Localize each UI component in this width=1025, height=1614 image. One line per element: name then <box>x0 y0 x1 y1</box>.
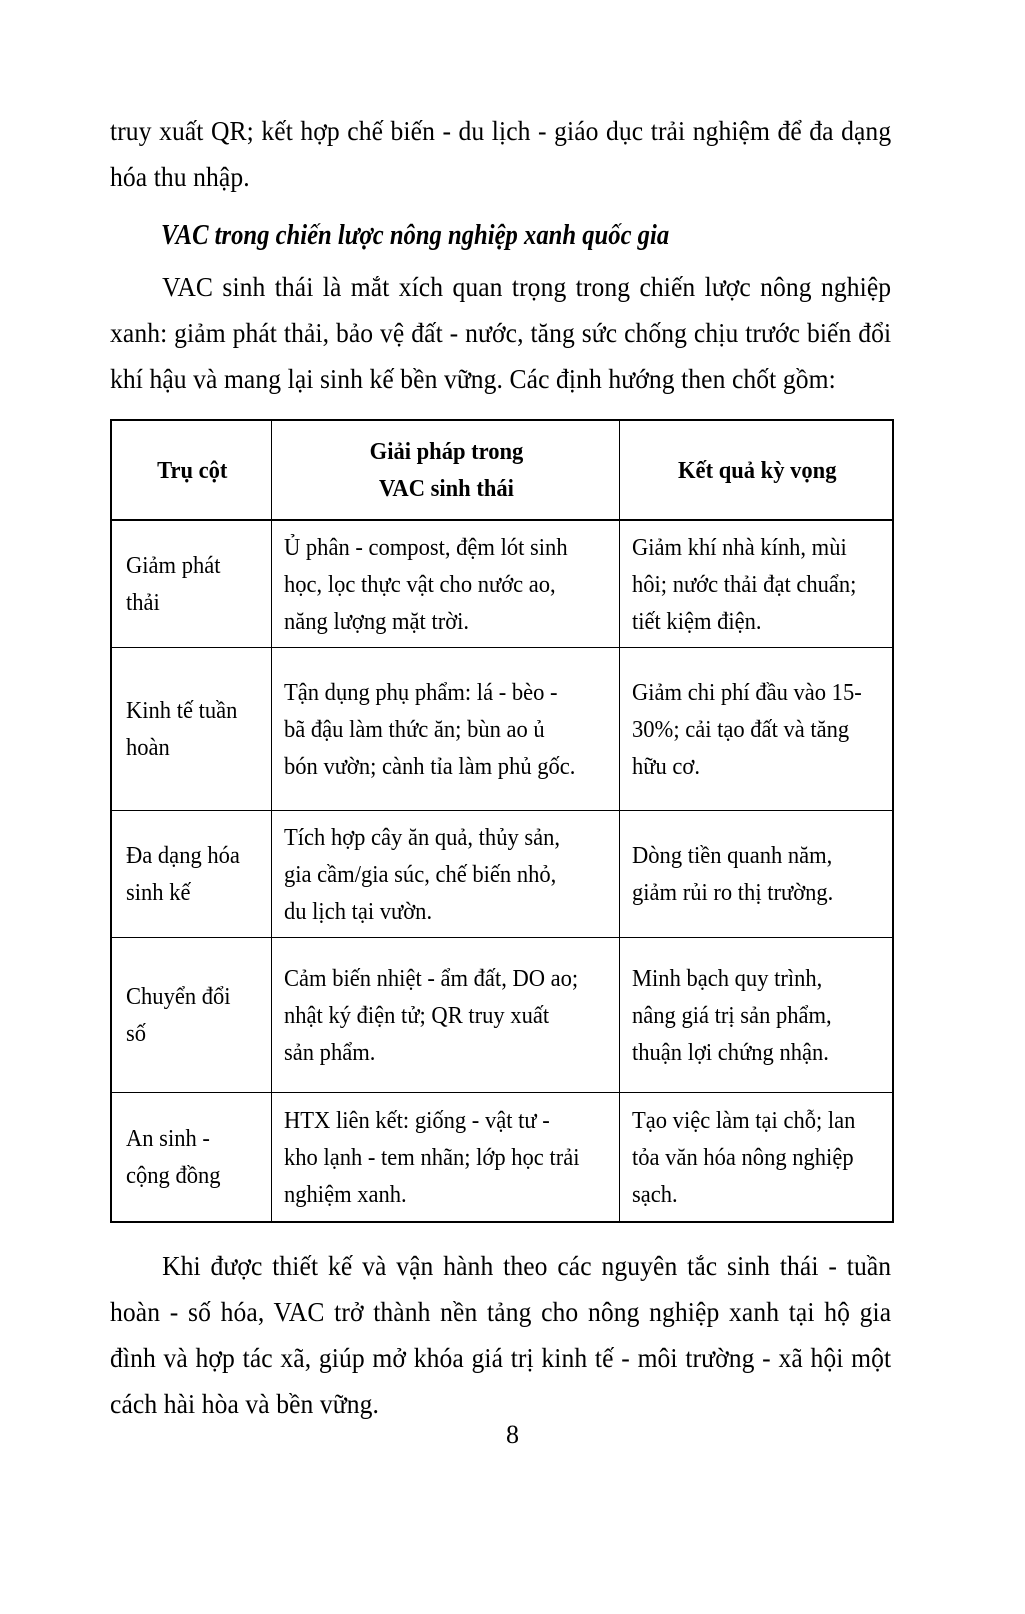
cell-solution-text: Cảm biến nhiệt - ẩm đất, DO ao; nhật ký điện tử; QR truy xuất sản phẩm. <box>283 964 578 1066</box>
cell-pillar-text: An sinh - cộng đồng <box>126 1125 221 1189</box>
column-header-outcome <box>619 420 893 520</box>
table-row <box>111 520 893 648</box>
cell-outcome <box>619 648 893 811</box>
table-body <box>111 520 893 1222</box>
table-header-row <box>111 420 893 520</box>
cell-solution <box>271 648 619 811</box>
cell-outcome-text: Giảm khí nhà kính, mùi hôi; nước thải đạt chuẩn; tiết kiệm điện. <box>631 533 856 635</box>
cell-outcome <box>619 811 893 938</box>
cell-solution-text: Ủ phân - compost, đệm lót sinh học, lọc thực vật cho nước ao, năng lượng mặt trời. <box>283 533 568 635</box>
cell-outcome-text: Dòng tiền quanh năm, giảm rủi ro thị trường. <box>631 842 833 906</box>
cell-pillar <box>111 938 271 1093</box>
cell-pillar-text: Chuyển đổi số <box>126 983 231 1047</box>
column-header-solution-line1: Giải pháp trong <box>369 438 523 465</box>
table-row <box>111 648 893 811</box>
page-number: 8 <box>506 1420 519 1449</box>
column-header-pillar <box>111 420 271 520</box>
column-header-solution-line2: VAC sinh thái <box>378 475 514 502</box>
cell-outcome-text: Minh bạch quy trình, nâng giá trị sản phẩm, thuận lợi chứng nhận. <box>631 964 832 1066</box>
cell-pillar <box>111 648 271 811</box>
table-header <box>111 420 893 520</box>
section-heading: VAC trong chiến lược nông nghiệp xanh quốc gia <box>161 220 670 251</box>
cell-solution-text: HTX liên kết: giống - vật tư - kho lạnh - tem nhãn; lớp học trải nghiệm xanh. <box>283 1106 579 1208</box>
cell-pillar <box>111 520 271 648</box>
table-container <box>110 419 892 1223</box>
table-row <box>111 1093 893 1223</box>
cell-outcome-text: Giảm chi phí đầu vào 15-30%; cải tạo đất và tăng hữu cơ. <box>631 678 862 780</box>
table-row <box>111 811 893 938</box>
cell-outcome-text: Tạo việc làm tại chỗ; lan tỏa văn hóa nông nghiệp sạch. <box>631 1106 855 1208</box>
cell-solution <box>271 520 619 648</box>
cell-solution-text: Tận dụng phụ phẩm: lá - bèo - bã đậu làm thức ăn; bùn ao ủ bón vườn; cành tỉa làm phủ gốc. <box>283 678 575 780</box>
cell-pillar <box>111 1093 271 1223</box>
paragraph-intro: truy xuất QR; kết hợp chế biến - du lịch - giáo dục trải nghiệm để đa dạng hóa thu nhập. <box>110 115 892 192</box>
cell-solution-text: Tích hợp cây ăn quả, thủy sản, gia cầm/gia súc, chế biến nhỏ, du lịch tại vườn. <box>283 823 560 925</box>
cell-outcome <box>619 520 893 648</box>
cell-solution <box>271 811 619 938</box>
cell-outcome <box>619 938 893 1093</box>
page-content <box>110 108 892 1427</box>
cell-outcome <box>619 1093 893 1223</box>
vac-strategy-table <box>110 419 894 1223</box>
paragraph-lead: VAC sinh thái là mắt xích quan trọng trong chiến lược nông nghiệp xanh: giảm phát thải, bảo vệ đất - nước, tăng sức chống chịu trước biến đổi khí hậu và mang lại sinh kế bền vững. Các định hướng then chốt gồm: <box>110 271 892 394</box>
cell-solution <box>271 938 619 1093</box>
cell-pillar-text: Đa dạng hóa sinh kế <box>126 842 240 906</box>
paragraph-closing: Khi được thiết kế và vận hành theo các nguyên tắc sinh thái - tuần hoàn - số hóa, VAC trở thành nền tảng cho nông nghiệp xanh tại hộ gia đình và hợp tác xã, giúp mở khóa giá trị kinh tế - môi trường - xã hội một cách hài hòa và bền vững. <box>110 1250 892 1419</box>
column-header-solution <box>271 420 619 520</box>
column-header-outcome-text: Kết quả kỳ vọng <box>677 456 836 484</box>
table-row <box>111 938 893 1093</box>
cell-pillar <box>111 811 271 938</box>
cell-solution <box>271 1093 619 1223</box>
column-header-pillar-text: Trụ cột <box>157 456 228 484</box>
cell-pillar-text: Giảm phát thải <box>126 552 221 616</box>
cell-pillar-text: Kinh tế tuần hoàn <box>126 697 238 761</box>
